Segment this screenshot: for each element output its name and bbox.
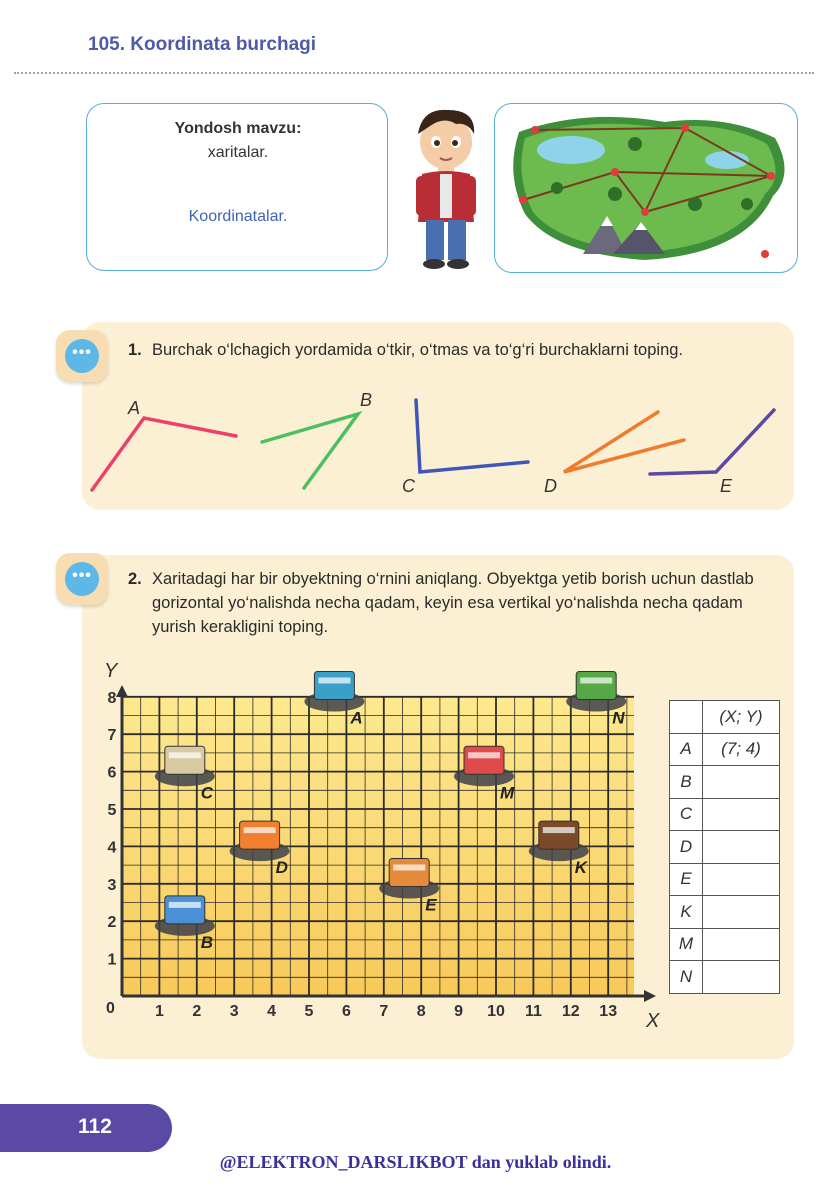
y-tick-label: 7 [107, 727, 117, 745]
angle-a-lines [92, 418, 236, 490]
task-2-number: 2. [128, 570, 142, 588]
table-row [670, 928, 780, 961]
table-row [670, 896, 780, 929]
y-tick-label: 4 [107, 839, 117, 857]
table-row-label: K [670, 896, 703, 929]
lake-icon [304, 672, 364, 712]
table-header-cell: (X; Y) [703, 701, 780, 734]
x-tick-label: 5 [304, 1003, 314, 1020]
x-tick-label: 7 [379, 1003, 389, 1020]
table-row [670, 863, 780, 896]
x-tick-label: 13 [599, 1003, 618, 1020]
point-label: K [574, 858, 588, 878]
park-icon [566, 672, 626, 712]
x-axis-arrow [644, 990, 656, 1002]
angle-a-label: A [128, 398, 141, 418]
boy-character-illustration [404, 104, 488, 272]
table-answer-cell[interactable] [703, 961, 780, 994]
angle-d-lines [564, 412, 684, 472]
table-row [670, 961, 780, 994]
angle-c-label: C [402, 476, 415, 496]
x-tick-label: 8 [416, 1003, 426, 1020]
angle-e-lines [650, 410, 774, 474]
download-credit: @ELEKTRON_DARSLIKBOT dan yuklab olindi. [219, 1152, 612, 1172]
table-answer-cell[interactable] [703, 831, 780, 864]
coordinates-table [669, 700, 780, 994]
y-tick-label: 3 [107, 876, 117, 894]
point-label: E [425, 895, 437, 915]
y-tick-label: 2 [107, 914, 117, 932]
point-label: D [275, 858, 288, 878]
table-row-label: A [670, 733, 703, 766]
table-header-row [670, 701, 780, 734]
table-row-label: B [670, 766, 703, 799]
table-row [670, 733, 780, 766]
page-number: 112 [78, 1115, 112, 1138]
task-1-text: Burchak o‘lchagich yordamida o‘tkir, o‘tmas va to‘g‘ri burchaklarni toping. [152, 341, 684, 359]
table-row-label: M [670, 928, 703, 961]
x-tick-label: 11 [524, 1003, 542, 1020]
chat-bubble-icon: ••• [65, 562, 99, 596]
table-header-cell [670, 701, 703, 734]
x-tick-label: 4 [267, 1003, 277, 1020]
point-label: C [200, 783, 214, 803]
related-topic-subtitle: xaritalar. [207, 144, 269, 161]
chat-bubble-icon: ••• [65, 339, 99, 373]
table-row-label: D [670, 831, 703, 864]
task-1-chat-badge [56, 330, 108, 382]
y-tick-label: 1 [107, 951, 117, 969]
angles-figure [82, 380, 794, 510]
angle-b-label: B [360, 390, 373, 410]
x-tick-label: 9 [454, 1003, 464, 1020]
angle-e-label: E [720, 476, 733, 496]
table-row [670, 831, 780, 864]
y-tick-label: 5 [107, 802, 117, 819]
page-title: 105. Koordinata burchagi [88, 34, 317, 55]
task-2-text: Xaritadagi har bir obyektning o‘rnini aniqlang. Obyektga yetib borish uchun dastlab gorizontal yo‘nalishda necha qadam, keyin esa vertikal yo‘nalishda necha qadam yurish kerakligini toping. [152, 570, 754, 636]
table-answer-cell[interactable] [703, 766, 780, 799]
point-label: A [350, 708, 363, 728]
table-answer-cell[interactable] [703, 896, 780, 929]
dotted-divider [14, 72, 814, 74]
x-tick-label: 12 [561, 1003, 580, 1020]
table-row-label: C [670, 798, 703, 831]
table-row-label: E [670, 863, 703, 896]
x-tick-labels [155, 1003, 617, 1020]
related-topic-heading: Yondosh mavzu: [174, 120, 302, 137]
related-topic-box [86, 103, 388, 271]
point-label: M [500, 783, 515, 803]
y-axis-arrow [116, 685, 128, 697]
y-axis-label: Y [104, 660, 118, 682]
origin-label: 0 [106, 1000, 115, 1017]
related-topic-link[interactable]: Koordinatalar. [188, 208, 288, 225]
table-answer-cell[interactable] [703, 863, 780, 896]
x-tick-label: 10 [487, 1003, 505, 1020]
table-row-label: N [670, 961, 703, 994]
y-tick-labels [108, 690, 117, 969]
x-tick-label: 3 [229, 1003, 239, 1020]
angle-d-label: D [544, 476, 557, 496]
y-tick-label: 6 [107, 764, 117, 782]
x-axis-label: X [646, 1010, 660, 1032]
angle-c-lines [416, 400, 528, 472]
table-answer-cell[interactable]: (7; 4) [703, 733, 780, 766]
point-label: B [200, 932, 214, 952]
terrain-map-illustration [495, 104, 797, 272]
map-illustration-box [494, 103, 798, 273]
table-row [670, 798, 780, 831]
x-tick-label: 6 [341, 1003, 351, 1020]
coordinate-grid [96, 655, 666, 1035]
table-answer-cell[interactable] [703, 928, 780, 961]
point-label: N [612, 708, 625, 728]
x-tick-label: 1 [154, 1003, 164, 1020]
y-tick-label: 8 [107, 689, 117, 707]
table-row [670, 766, 780, 799]
table-answer-cell[interactable] [703, 798, 780, 831]
x-tick-label: 2 [192, 1003, 202, 1020]
task-2-chat-badge [56, 553, 108, 605]
task-1-number: 1. [128, 341, 142, 359]
angle-b-lines [262, 414, 358, 488]
